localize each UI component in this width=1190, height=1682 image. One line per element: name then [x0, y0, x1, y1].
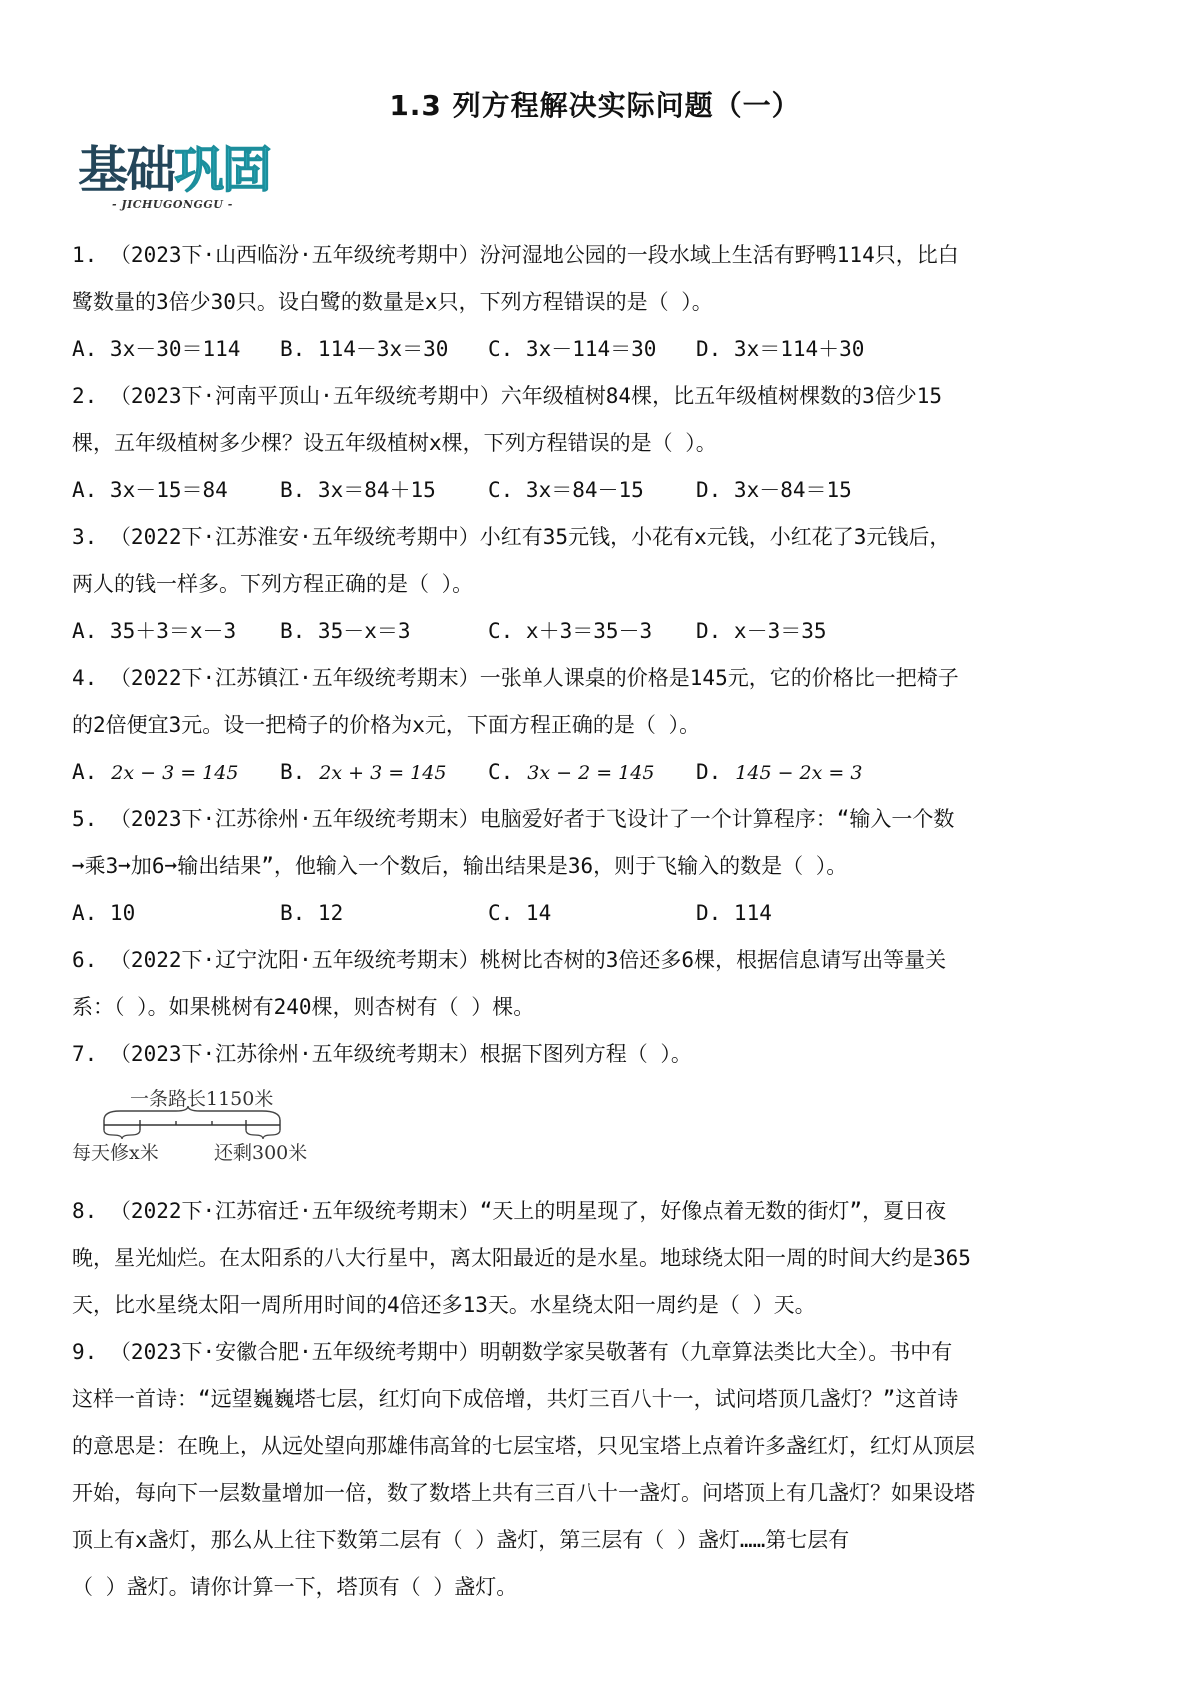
- q5-option-d[interactable]: D. 114: [696, 901, 772, 925]
- q4-option-c[interactable]: [488, 749, 696, 796]
- q3-line-1: 3. （2022下·江苏淮安·五年级统考期中）小红有35元钱，小花有x元钱，小红花了3元钱后，: [72, 525, 951, 549]
- q7-line-1: 7. （2023下·江苏徐州·五年级统考期末）根据下图列方程（ ）。: [72, 1042, 692, 1066]
- q3-line-2: 两人的钱一样多。下列方程正确的是（ ）。: [72, 572, 474, 596]
- q1-line-1: 1. （2023下·山西临汾·五年级统考期中）汾河湿地公园的一段水域上生活有野鸭114只，比白: [72, 243, 959, 267]
- question-4: [72, 655, 1112, 796]
- q8-line-1: 8. （2022下·江苏宿迁·五年级统考期末）“天上的明星现了，好像点着无数的街灯”，夏日夜: [72, 1199, 947, 1223]
- q9-line-6: （ ）盏灯。请你计算一下，塔顶有（ ）盏灯。: [72, 1575, 518, 1599]
- diagram-left-label: 每天修x米: [72, 1142, 159, 1164]
- q1-option-c[interactable]: C. 3x－114＝30: [488, 337, 657, 361]
- q3-option-c[interactable]: C. x＋3＝35－3: [488, 619, 653, 643]
- q2-option-b[interactable]: B. 3x＝84＋15: [280, 478, 436, 502]
- q2-options: [72, 467, 1112, 514]
- q1-line-2: 鹭数量的3倍少30只。设白鹭的数量是x只，下列方程错误的是（ ）。: [72, 290, 713, 314]
- q5-options: [72, 890, 1112, 937]
- q9-line-3: 的意思是：在晚上，从远处望向那雄伟高耸的七层宝塔，只见宝塔上点着许多盏红灯，红灯从顶层: [72, 1434, 975, 1458]
- question-5: [72, 796, 1112, 937]
- question-9: [72, 1329, 1112, 1611]
- q1-option-d[interactable]: D. 3x＝114＋30: [696, 337, 865, 361]
- q4-option-d-letter: D.: [696, 760, 722, 784]
- badge-title: [78, 142, 288, 198]
- q6-line-1: 6. （2022下·辽宁沈阳·五年级统考期末）桃树比杏树的3倍还多6棵，根据信息请写出等量关: [72, 948, 947, 972]
- q3-option-d[interactable]: D. x－3＝35: [696, 619, 827, 643]
- page-title: 1.3 列方程解决实际问题（一）: [389, 89, 801, 122]
- q5-option-c[interactable]: C. 14: [488, 901, 552, 925]
- question-3: [72, 514, 1112, 655]
- road-diagram: [72, 1078, 1112, 1188]
- q5-line-1: 5. （2023下·江苏徐州·五年级统考期末）电脑爱好者于飞设计了一个计算程序：“输入一个数: [72, 807, 955, 831]
- q4-option-a[interactable]: [72, 749, 280, 796]
- q4-option-c-math: 3x − 2 = 145: [527, 762, 655, 784]
- q4-option-c-letter: C.: [488, 760, 514, 784]
- question-8: [72, 1188, 1112, 1329]
- q4-option-a-math: 2x − 3 = 145: [111, 762, 239, 784]
- q4-options: [72, 749, 1112, 796]
- q5-option-b[interactable]: B. 12: [280, 901, 344, 925]
- q4-option-b-math: 2x + 3 = 145: [319, 762, 447, 784]
- q2-option-c[interactable]: C. 3x＝84－15: [488, 478, 644, 502]
- question-1: [72, 232, 1112, 373]
- q4-option-b-letter: B.: [280, 760, 306, 784]
- question-7: [72, 1031, 1112, 1188]
- diagram-total-label: 一条路长1150米: [130, 1088, 274, 1110]
- q4-line-1: 4. （2022下·江苏镇江·五年级统考期末）一张单人课桌的价格是145元，它的价格比一把椅子: [72, 666, 959, 690]
- q2-option-a[interactable]: A. 3x－15＝84: [72, 478, 228, 502]
- q5-line-2: ➞乘3➞加6➞输出结果”，他输入一个数后，输出结果是36，则于飞输入的数是（ ）。: [72, 854, 848, 878]
- total-brace: [104, 1106, 280, 1120]
- q1-option-b[interactable]: B. 114－3x＝30: [280, 337, 449, 361]
- q4-line-2: 的2倍便宜3元。设一把椅子的价格为x元，下面方程正确的是（ ）。: [72, 713, 701, 737]
- q9-line-2: 这样一首诗：“远望巍巍塔七层，红灯向下成倍增，共灯三百八十一，试问塔顶几盏灯？”这首诗: [72, 1387, 959, 1411]
- q6-line-2: 系：（ ）。如果桃树有240棵，则杏树有（ ）棵。: [72, 995, 535, 1019]
- q8-line-2: 晚，星光灿烂。在太阳系的八大行星中，离太阳最近的是水星。地球绕太阳一周的时间大约是365: [72, 1246, 971, 1270]
- question-6: [72, 937, 1112, 1031]
- q1-option-a[interactable]: A. 3x－30＝114: [72, 337, 241, 361]
- diagram-right-label: 还剩300米: [214, 1142, 308, 1164]
- q4-option-a-letter: A.: [72, 760, 98, 784]
- q4-option-d-math: 145 − 2x = 3: [735, 762, 863, 784]
- q4-option-d[interactable]: [696, 749, 904, 796]
- q1-options: [72, 326, 1112, 373]
- q3-option-a[interactable]: A. 35＋3＝x－3: [72, 619, 237, 643]
- q9-line-4: 开始，每向下一层数量增加一倍，数了数塔上共有三百八十一盏灯。问塔顶上有几盏灯？如果设塔: [72, 1481, 975, 1505]
- badge-dark-text: 基础: [78, 141, 174, 199]
- q8-line-3: 天，比水星绕太阳一周所用时间的4倍还多13天。水星绕太阳一周约是（ ）天。: [72, 1293, 816, 1317]
- q4-option-b[interactable]: [280, 749, 488, 796]
- q2-line-1: 2. （2023下·河南平顶山·五年级统考期中）六年级植树84棵，比五年级植树棵数的3倍少15: [72, 384, 942, 408]
- q2-option-d[interactable]: D. 3x－84＝15: [696, 478, 852, 502]
- q9-line-1: 9. （2023下·安徽合肥·五年级统考期中）明朝数学家吴敬著有（九章算法类比大全）。书中有: [72, 1340, 953, 1364]
- q5-option-a[interactable]: A. 10: [72, 901, 136, 925]
- q3-options: [72, 608, 1112, 655]
- badge-teal-text: 巩固: [174, 141, 270, 199]
- section-badge: [78, 142, 288, 217]
- question-2: [72, 373, 1112, 514]
- q9-line-5: 顶上有x盏灯，那么从上往下数第二层有（ ）盏灯，第三层有（ ）盏灯……第七层有: [72, 1528, 850, 1552]
- question-list: [72, 232, 1112, 1611]
- q2-line-2: 棵，五年级植树多少棵？设五年级植树x棵，下列方程错误的是（ ）。: [72, 431, 717, 455]
- badge-pinyin: - JICHUGONGGU -: [112, 198, 233, 211]
- q3-option-b[interactable]: B. 35－x＝3: [280, 619, 411, 643]
